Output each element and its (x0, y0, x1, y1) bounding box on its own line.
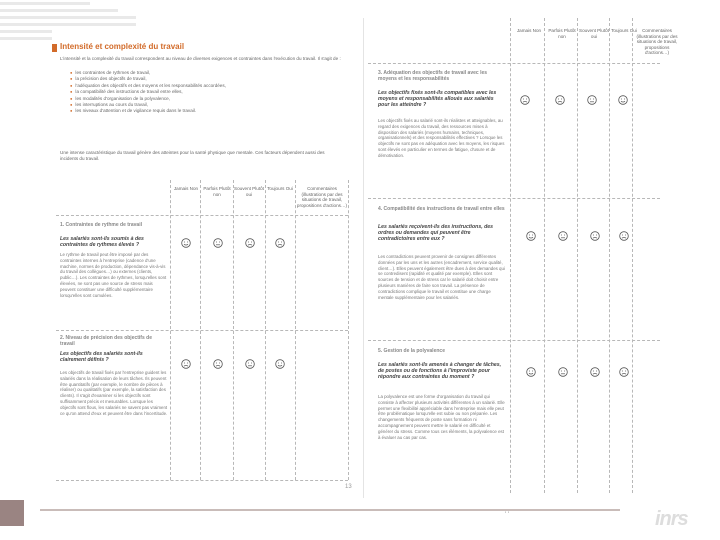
header-comments: Commentaires (illustrations par des situations de travail, propositions d'actions…) (296, 186, 348, 208)
rating-sometimes-icon[interactable] (213, 238, 223, 248)
question-heading: Les objectifs fixés sont-ils compatibles avec les moyens et responsabilités alloués aux salariés pour les atteindre ? (378, 90, 497, 109)
question-body: Les contradictions peuvent provenir de consignes différentes données par les uns et les autres (encadrement, service qualité, client…). Elles peuvent également être dues à des demandes qui se contredisent (rapidité et qualité par exemple). Elles sont sources de tension et de stress car le salarié doit choisir entre plusieurs manières de faire son travail. La présence de contradictions complique le travail et constitue une charge mentale supplémentaire pour les salariés. (378, 254, 505, 300)
divider (609, 18, 610, 493)
intro-text: L'intensité et la complexité du travail correspondent au niveau de diverses exigences et contraintes dans l'exécution du travail. Il s'agit de : (60, 56, 341, 61)
header-jamais: Jamais Non (173, 186, 199, 191)
question-body: Les objectifs fixés au salarié sont-ils réalistes et atteignables, au regard des exigences du travail, des ressources mises à disposition des salariés (moyens humains, techniques, organisationnels) et des responsabilités effectives ? Lorsque les objectifs ne sont pas en adéquation avec les moyens, les risques sont élevés en particulier en termes de fatigue, d'usure et de démotivation. (378, 118, 505, 158)
list-item: ● les contraintes de rythmes de travail, (70, 70, 340, 76)
rating-sometimes-icon[interactable] (213, 359, 223, 369)
footer-mark: ' ' (505, 512, 509, 518)
divider (510, 18, 511, 493)
question-title: 2. Niveau de précision des objectifs de travail (60, 335, 152, 347)
rating-never-icon[interactable] (526, 367, 536, 377)
divider (368, 198, 660, 199)
rating-never-icon[interactable] (526, 231, 536, 241)
rating-always-icon[interactable] (275, 238, 285, 248)
header-toujours: Toujours Oui (267, 186, 293, 191)
divider (632, 18, 633, 493)
header-comments: Commentaires (illustrations par des situations de travail, propositions d'actions…) (636, 28, 678, 55)
question-heading: Les salariés sont-ils soumis à des contraintes de rythmes élevés ? (60, 236, 144, 249)
rating-sometimes-icon[interactable] (555, 95, 565, 105)
list-item: ● la compatibilité des instructions de travail entre elles, (70, 89, 340, 95)
question-heading: Les salariés reçoivent-ils des instructions, des ordres ou demandes qui peuvent être contradictoires entre eux ? (378, 224, 494, 243)
right-page (363, 18, 678, 498)
question-body: La polyvalence est une forme d'organisation du travail qui consiste à affecter plusieurs activités différentes à un salarié. Elle permet une flexibilité appréciable dans l'entreprise mais elle peut être problématique lorsqu'elle est subie ou non préparée. Les changements fréquents de poste sans formation ni accompagnement peuvent mettre le salarié en difficulté et générer du stress. Comme tous ces éléments, la polyvalence est à évaluer au cas par cas. (378, 394, 505, 440)
page-number: 13 (345, 484, 352, 490)
rating-always-icon[interactable] (618, 95, 628, 105)
rating-always-icon[interactable] (619, 367, 629, 377)
rating-often-icon[interactable] (590, 367, 600, 377)
divider (56, 215, 348, 216)
question-body: Les objectifs de travail fixés par l'entreprise guident les salariés dans la réalisation de leurs tâches. Ils peuvent être quantitatifs (par exemple, le nombre de pièces à réaliser) ou qualitatifs (par exemple, la satisfaction des clients). Il s'agit d'examiner si les objectifs sont suffisamment précis et mesurables. Lorsque les objectifs sont flous, les salariés ne savent pas vraiment ce qu'on attend d'eux et peuvent être dans l'incertitude. (60, 370, 168, 416)
section-title: Intensité et complexité du travail (60, 42, 185, 51)
divider (368, 63, 660, 64)
list-item: ● les modalités d'organisation de la polyvalence, (70, 96, 340, 102)
section-marker (52, 44, 57, 52)
rating-never-icon[interactable] (520, 95, 530, 105)
divider (368, 340, 660, 341)
rating-often-icon[interactable] (245, 238, 255, 248)
bullet-list (70, 70, 340, 115)
question-heading: Les objectifs des salariés sont-ils clairement définis ? (60, 351, 143, 364)
header-parfois: Parfois Plutôt non (203, 186, 231, 197)
rating-sometimes-icon[interactable] (558, 231, 568, 241)
divider (348, 180, 349, 480)
footer-accent (0, 500, 24, 526)
header-souvent: Souvent Plutôt oui (234, 186, 264, 197)
rating-sometimes-icon[interactable] (558, 367, 568, 377)
footer-rule (40, 509, 620, 511)
list-item: ● l'adéquation des objectifs et des moyens et les responsabilités accordées, (70, 83, 340, 89)
header-parfois: Parfois Plutôt non (548, 28, 576, 39)
divider (577, 18, 578, 493)
list-item: ● les niveaux d'attention et de vigilance requis dans le travail. (70, 108, 340, 114)
left-page (52, 30, 352, 500)
question-title: 5. Gestion de la polyvalence (378, 348, 445, 354)
rating-often-icon[interactable] (590, 231, 600, 241)
divider (56, 330, 348, 331)
rating-never-icon[interactable] (181, 238, 191, 248)
outro-text: Une intense caractéristique du travail génère des atteintes pour la santé physique que mentale. Ces facteurs dépendent aussi des incidents du travail. (60, 150, 325, 161)
header-souvent: Souvent Plutôt oui (579, 28, 609, 39)
rating-often-icon[interactable] (587, 95, 597, 105)
list-item: ● la précision des objectifs de travail, (70, 76, 340, 82)
divider (56, 480, 348, 481)
question-title: 3. Adéquation des objectifs de travail avec les moyens et les responsabilités (378, 70, 488, 82)
question-title: 4. Compatibilité des instructions de travail entre elles (378, 206, 505, 212)
question-body: Le rythme de travail peut être imposé par des contraintes internes à l'entreprise (cadence d'une machine, normes de production, dépendance vis-à-vis du travail des collègues…) ou externes (clients, public…). Les contraintes de rythmes, lorsqu'elles sont élevées, ne sont pas une source de stress mais peuvent constituer une difficulté supplémentaire lorsqu'elles sont cumulées. (60, 252, 167, 298)
header-jamais: Jamais Non (516, 28, 542, 33)
divider (544, 18, 545, 493)
header-toujours: Toujours Oui (611, 28, 637, 33)
question-title: 1. Contraintes de rythme de travail (60, 222, 142, 228)
rating-always-icon[interactable] (275, 359, 285, 369)
rating-never-icon[interactable] (181, 359, 191, 369)
rating-often-icon[interactable] (245, 359, 255, 369)
inrs-logo: inrs (655, 508, 688, 530)
list-item: ● les interruptions au cours du travail, (70, 102, 340, 108)
rating-always-icon[interactable] (619, 231, 629, 241)
question-heading: Les salariés sont-ils amenés à changer de tâches, de postes ou de fonctions à l'improviste pour répondre aux contraintes du moment ? (378, 362, 502, 381)
